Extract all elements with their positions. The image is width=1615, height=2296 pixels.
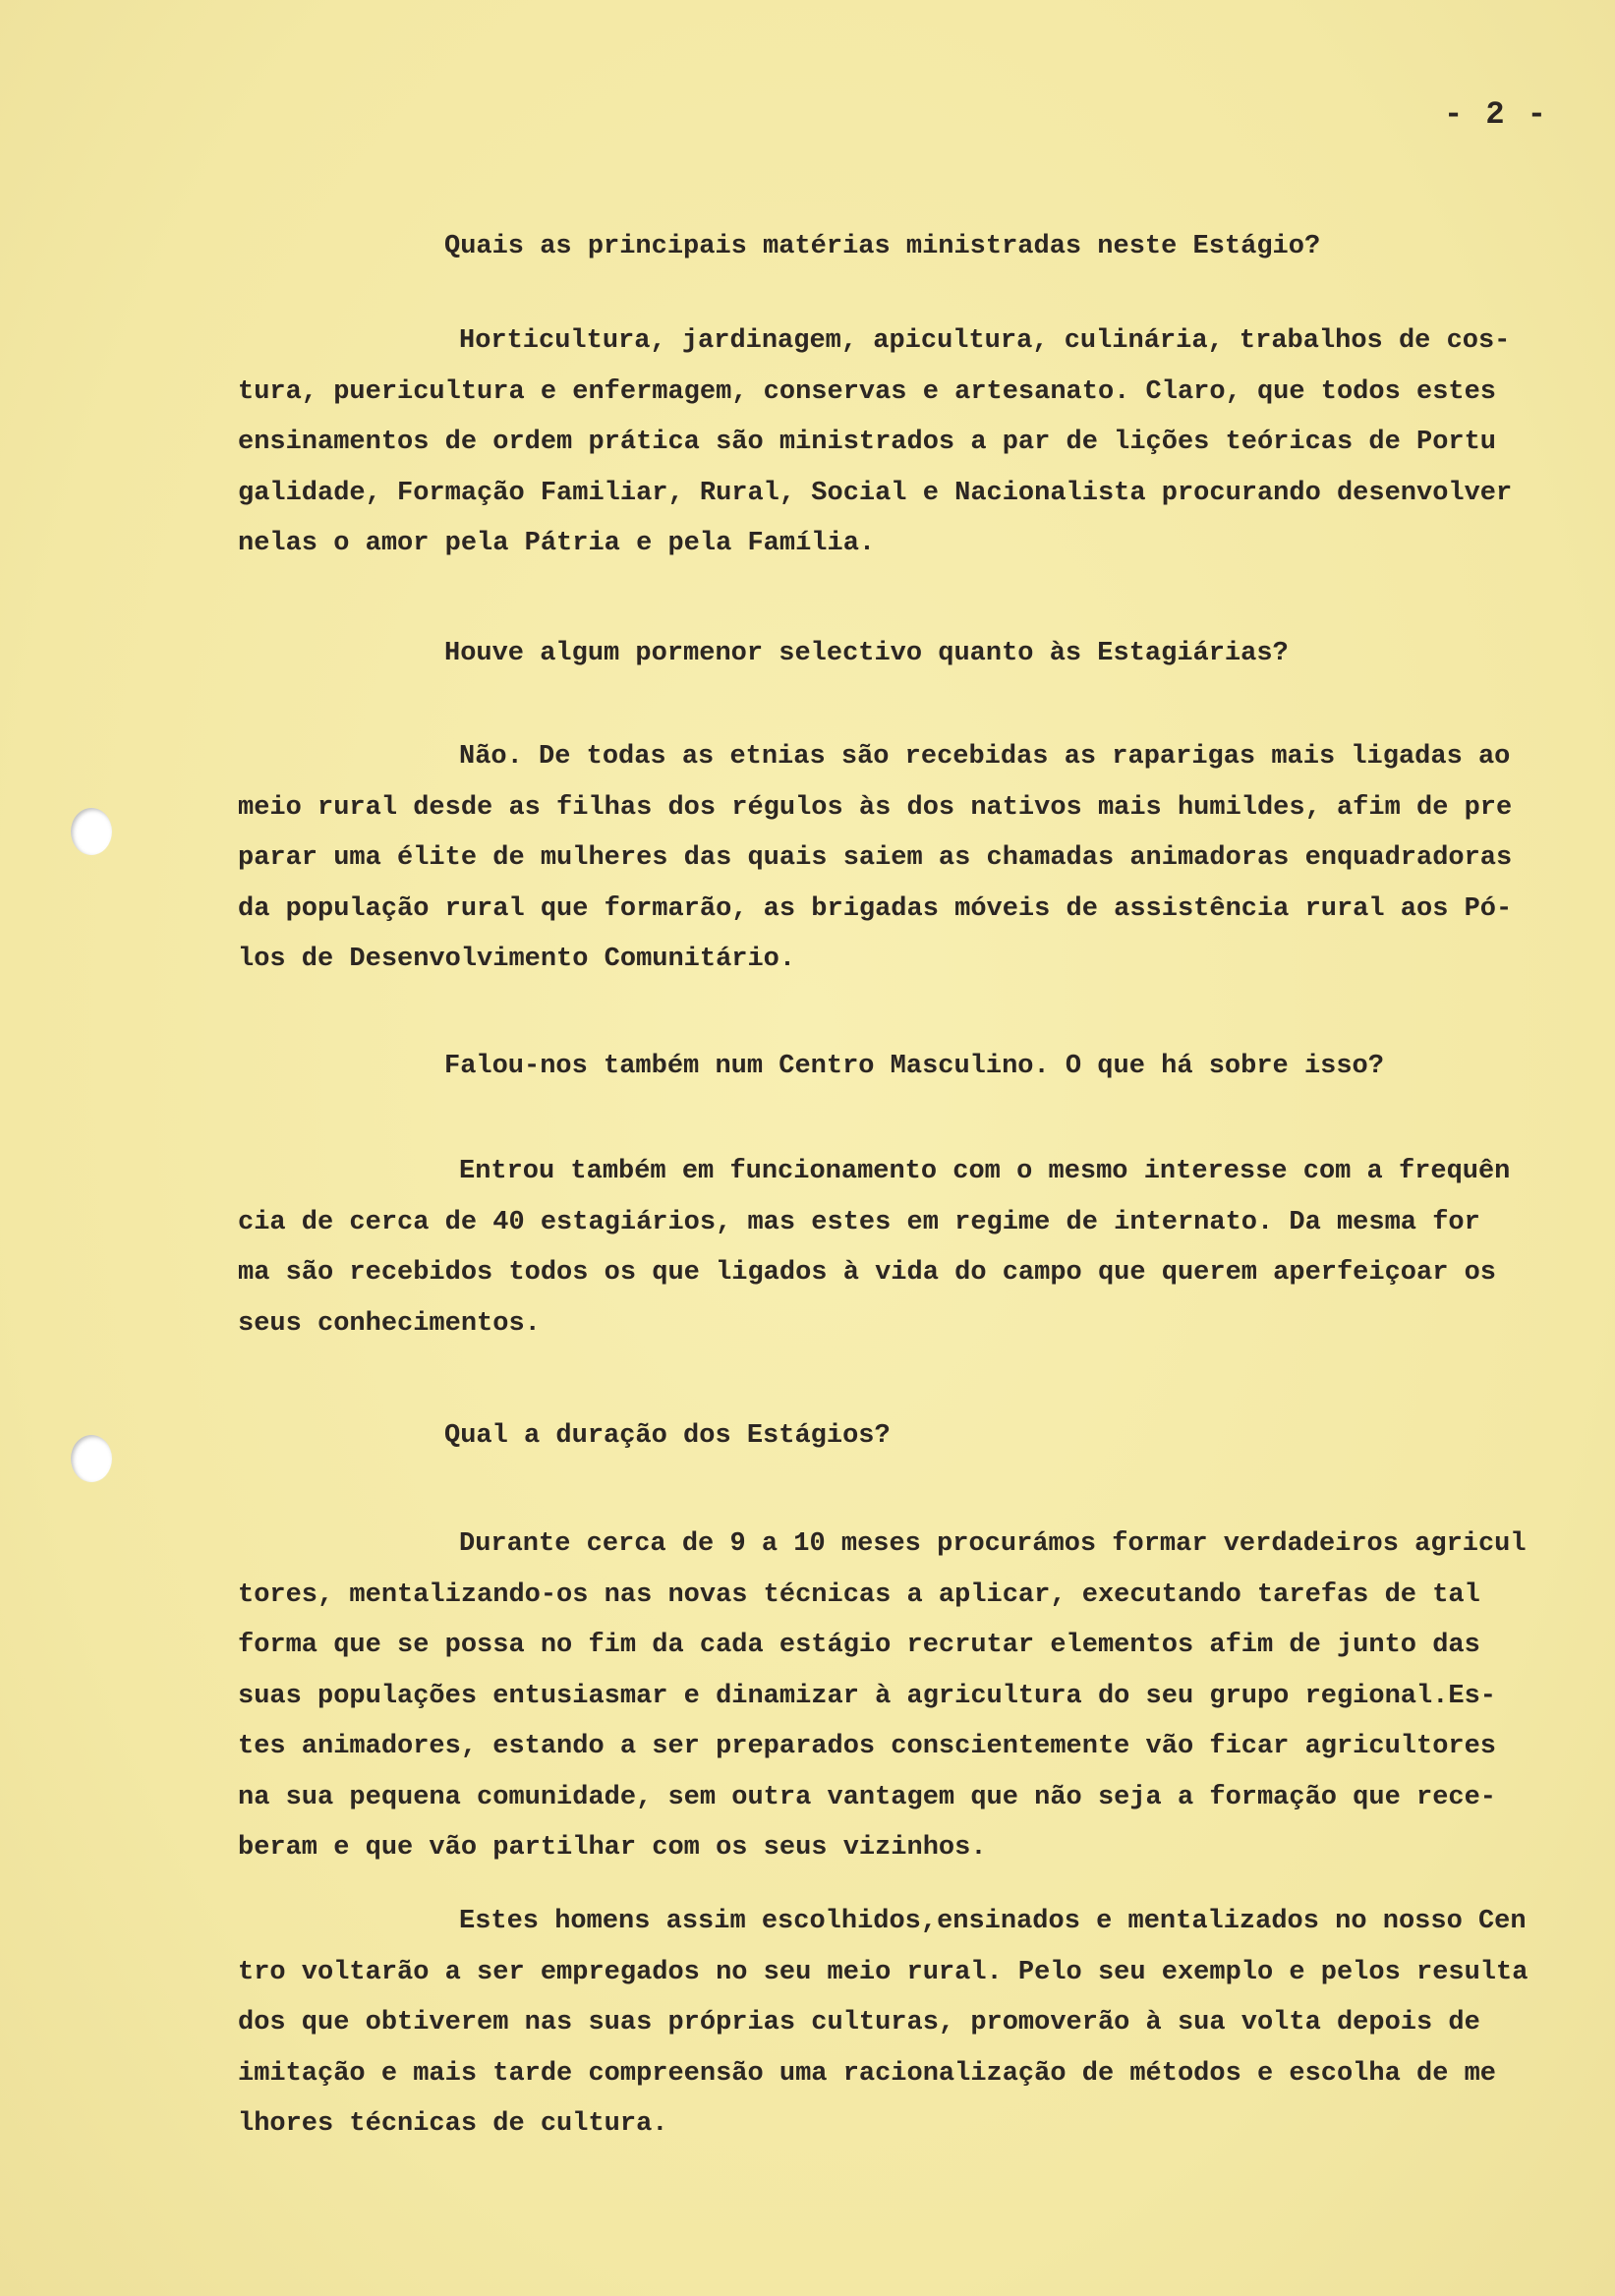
answer-1-line-2: tura, puericultura e enfermagem, conservas e artesanato. Claro, que todos estes — [238, 376, 1497, 407]
answer-4b-line-4: imitação e mais tarde compreensão uma racionalização de métodos e escolha de me — [238, 2058, 1497, 2089]
answer-4a-line-2: tores, mentalizando-os nas novas técnicas a aplicar, executando tarefas de tal — [238, 1579, 1480, 1610]
answer-4b-line-2: tro voltarão a ser empregados no seu meio rural. Pelo seu exemplo e pelos resulta — [238, 1957, 1528, 1987]
answer-4b-line-5: lhores técnicas de cultura. — [238, 2109, 668, 2139]
answer-3-line-3: ma são recebidos todos os que ligados à vida do campo que querem aperfeiçoar os — [238, 1258, 1497, 1288]
answer-3-line-4: seus conhecimentos. — [238, 1308, 541, 1339]
question-3: Falou-nos também num Centro Masculino. O que há sobre isso? — [444, 1052, 1384, 1081]
answer-4a-line-7: beram e que vão partilhar com os seus vizinhos. — [238, 1833, 987, 1863]
answer-2-line-5: los de Desenvolvimento Comunitário. — [238, 945, 796, 974]
page-number: - 2 - — [1443, 96, 1548, 133]
answer-4a-line-5: tes animadores, estando a ser preparados conscientemente vão ficar agricultores — [238, 1732, 1497, 1761]
answer-3 — [238, 1147, 1614, 1349]
answer-1-line-4: galidade, Formação Familiar, Rural, Social e Nacionalista procurando desenvolver — [238, 478, 1513, 508]
answer-1-line-3: ensinamentos de ordem prática são ministrados a par de lições teóricas de Portu — [238, 428, 1497, 457]
question-2: Houve algum pormenor selectivo quanto às Estagiárias? — [444, 639, 1289, 668]
answer-2-line-4: da população rural que formarão, as brigadas móveis de assistência rural aos Pó- — [238, 893, 1513, 924]
answer-4-paragraph-1 — [238, 1520, 1614, 1874]
answer-3-line-2: cia de cerca de 40 estagiários, mas estes em regime de internato. Da mesma for — [238, 1207, 1480, 1237]
punch-hole-lower — [71, 1435, 112, 1482]
answer-4a-line-4: suas populações entusiasmar e dinamizar à agricultura do seu grupo regional.Es- — [238, 1681, 1497, 1711]
answer-1-line-5: nelas o amor pela Pátria e pela Família. — [238, 529, 876, 558]
answer-4a-line-6: na sua pequena comunidade, sem outra vantagem que não seja a formação que rece- — [238, 1782, 1497, 1812]
answer-3-line-1: Entrou também em funcionamento com o mesmo interesse com a frequên — [459, 1157, 1511, 1186]
answer-2-line-1: Não. De todas as etnias são recebidas as raparigas mais ligadas ao — [459, 742, 1511, 772]
question-4: Qual a duração dos Estágios? — [444, 1421, 891, 1451]
answer-4-paragraph-2 — [238, 1897, 1614, 2151]
answer-1 — [238, 316, 1614, 570]
answer-2-line-3: parar uma élite de mulheres das quais saiem as chamadas animadoras enquadradoras — [238, 843, 1513, 873]
question-1: Quais as principais matérias ministradas neste Estágio? — [444, 232, 1321, 261]
answer-2-line-2: meio rural desde as filhas dos régulos às dos nativos mais humildes, afim de pre — [238, 792, 1513, 823]
answer-4b-line-3: dos que obtiverem nas suas próprias culturas, promoverão à sua volta depois de — [238, 2008, 1480, 2038]
answer-2 — [238, 732, 1614, 986]
answer-1-line-1: Horticultura, jardinagem, apicultura, culinária, trabalhos de cos- — [459, 326, 1511, 356]
answer-4a-line-3: forma que se possa no fim da cada estágio recrutar elementos afim de junto das — [238, 1631, 1480, 1660]
answer-4a-line-1: Durante cerca de 9 a 10 meses procurámos formar verdadeiros agricul — [459, 1529, 1527, 1559]
punch-hole-upper — [71, 808, 112, 855]
answer-4b-line-1: Estes homens assim escolhidos,ensinados e mentalizados no nosso Cen — [459, 1907, 1527, 1936]
